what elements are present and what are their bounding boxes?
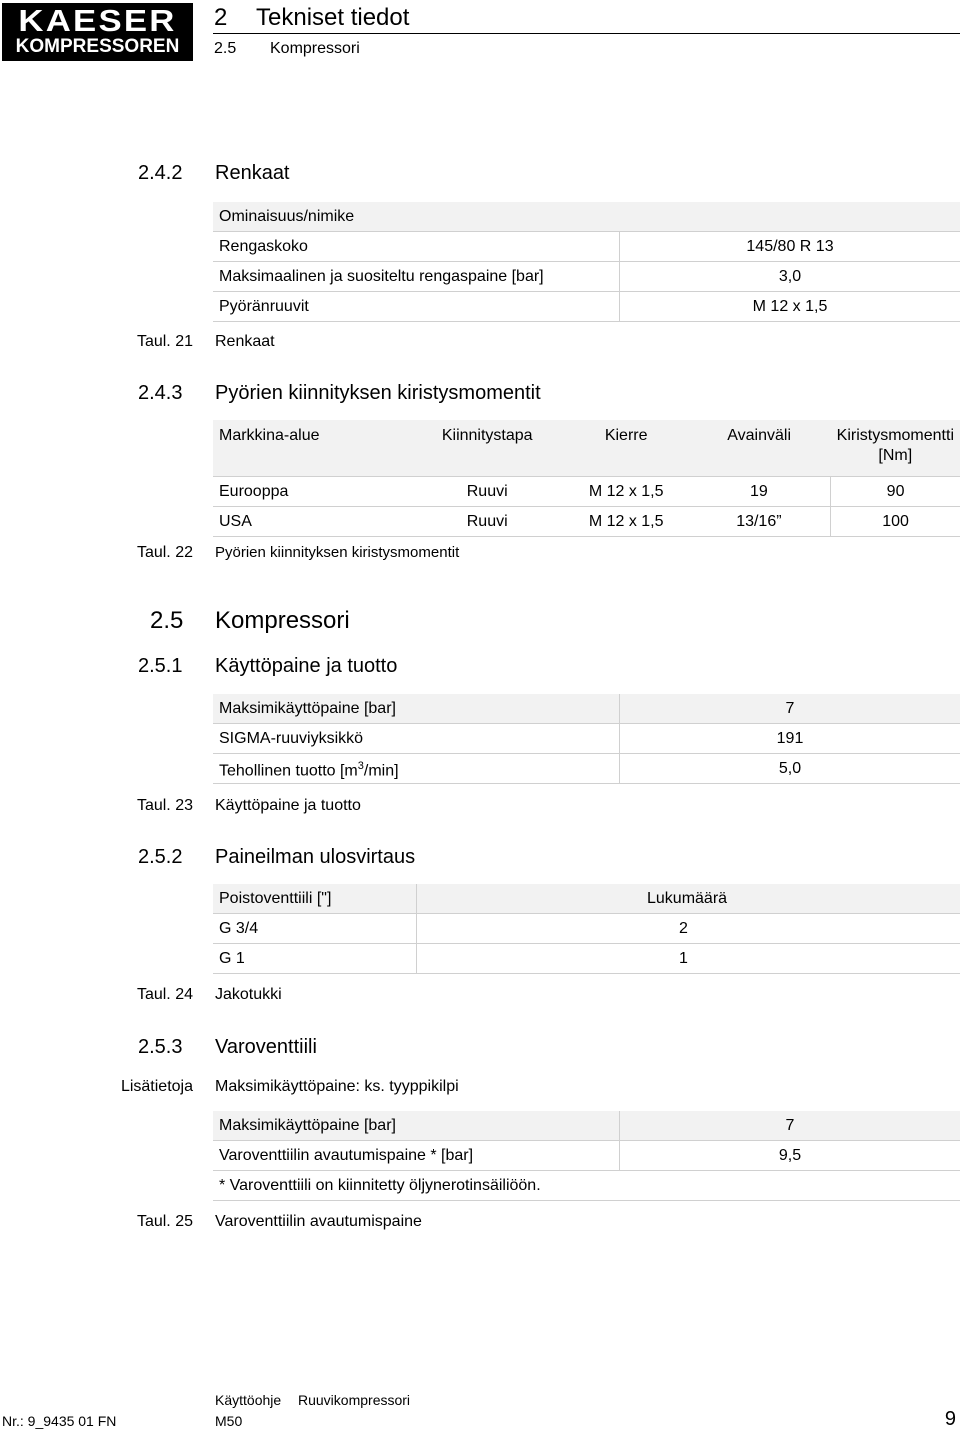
cell-wrench-size: 13/16” [688, 507, 831, 537]
header-outlet-valve: Poistoventtiili ["] [213, 884, 417, 914]
cell-fastening: Ruuvi [410, 477, 565, 507]
label-post: /min] [364, 762, 399, 779]
row-label: Maksimikäyttöpaine [bar] [213, 694, 620, 724]
table-caption-label: Taul. 22 [0, 543, 193, 563]
table-row [213, 944, 960, 974]
heading-2-4-3-title: Pyörien kiinnityksen kiristysmomentit [215, 381, 541, 405]
header-fastening: Kiinnitystapa [410, 420, 565, 477]
cell-fastening: Ruuvi [410, 507, 565, 537]
header-market: Markkina-alue [213, 420, 410, 477]
heading-2-5-3-title: Varoventtiili [215, 1035, 317, 1059]
label-sup: 3 [358, 760, 364, 772]
row-label: Maksimikäyttöpaine [bar] [213, 1111, 620, 1141]
table-row [213, 232, 960, 262]
table-row [213, 292, 960, 322]
heading-2-5-1-title: Käyttöpaine ja tuotto [215, 654, 397, 678]
table-header-row [213, 884, 960, 914]
heading-2-4-2-number: 2.4.2 [138, 161, 182, 185]
cell-quantity: 1 [417, 944, 960, 974]
header-quantity: Lukumäärä [417, 884, 960, 914]
label-pre: Tehollinen tuotto [m [219, 762, 358, 779]
table-caption-text: Pyörien kiinnityksen kiristysmomentit [215, 543, 459, 563]
section-number: 2.5 [214, 39, 236, 59]
header-wrench-size: Avainväli [688, 420, 831, 477]
row-value: 191 [620, 724, 960, 754]
table-caption-text: Varoventtiilin avautumispaine [215, 1212, 422, 1232]
heading-2-4-3-number: 2.4.3 [138, 381, 182, 405]
cell-outlet-valve: G 1 [213, 944, 417, 974]
info-label: Lisätietoja [0, 1077, 193, 1097]
heading-2-5-2-number: 2.5.2 [138, 845, 182, 869]
row-value: 7 [620, 694, 960, 724]
page-number: 9 [945, 1407, 956, 1431]
heading-2-4-2-title: Renkaat [215, 161, 290, 185]
table-row [213, 914, 960, 944]
table-row [213, 1171, 960, 1201]
table-caption-text: Käyttöpaine ja tuotto [215, 796, 361, 816]
header-thread: Kierre [565, 420, 688, 477]
cell-quantity: 2 [417, 914, 960, 944]
safety-valve-table [213, 1111, 960, 1201]
cell-outlet-valve: G 3/4 [213, 914, 417, 944]
cell-thread: M 12 x 1,5 [565, 477, 688, 507]
row-label: Pyöränruuvit [213, 292, 620, 322]
table-footnote: * Varoventtiili on kiinnitetty öljynerotinsäiliöön. [213, 1171, 960, 1201]
table-caption-text: Renkaat [215, 332, 275, 352]
air-outlet-table [213, 884, 960, 974]
table-caption-label: Taul. 24 [0, 985, 193, 1005]
table-header-row [213, 202, 960, 232]
tires-table [213, 202, 960, 322]
logo-line2: KOMPRESSOREN [2, 36, 193, 58]
kaeser-logo [2, 3, 193, 61]
row-label [213, 754, 620, 784]
header-torque: Kiristysmomentti [Nm] [831, 420, 960, 477]
table-row [213, 694, 960, 724]
table-caption-label: Taul. 25 [0, 1212, 193, 1232]
cell-torque: 100 [831, 507, 960, 537]
table-row [213, 262, 960, 292]
table-row [213, 724, 960, 754]
row-value: 7 [620, 1111, 960, 1141]
header-rule [213, 33, 960, 34]
chapter-number: 2 [214, 4, 227, 32]
table-row [213, 507, 960, 537]
row-value: 9,5 [620, 1141, 960, 1171]
table-row [213, 1141, 960, 1171]
heading-2-5-3-number: 2.5.3 [138, 1035, 182, 1059]
row-value: 5,0 [620, 754, 960, 784]
table-header-row [213, 420, 960, 477]
table-caption-label: Taul. 21 [0, 332, 193, 352]
footer-product: Ruuvikompressori [298, 1391, 410, 1409]
table-row [213, 1111, 960, 1141]
info-text: Maksimikäyttöpaine: ks. tyyppikilpi [215, 1077, 459, 1097]
row-label: SIGMA-ruuviyksikkö [213, 724, 620, 754]
table-row [213, 477, 960, 507]
section-title: Kompressori [270, 39, 360, 59]
row-label: Varoventtiilin avautumispaine * [bar] [213, 1141, 620, 1171]
table-header-cell: Ominaisuus/nimike [213, 202, 960, 232]
row-value: M 12 x 1,5 [620, 292, 960, 322]
wheel-torque-table [213, 420, 960, 537]
cell-thread: M 12 x 1,5 [565, 507, 688, 537]
heading-2-5-number: 2.5 [150, 607, 183, 635]
footer-doc-number: Nr.: 9_9435 01 FN [2, 1412, 116, 1430]
heading-2-5-2-title: Paineilman ulosvirtaus [215, 845, 415, 869]
cell-market: Eurooppa [213, 477, 410, 507]
footer-doc-type: Käyttöohje [215, 1391, 281, 1409]
table-caption-label: Taul. 23 [0, 796, 193, 816]
heading-2-5-1-number: 2.5.1 [138, 654, 182, 678]
cell-market: USA [213, 507, 410, 537]
row-value: 145/80 R 13 [620, 232, 960, 262]
heading-2-5-title: Kompressori [215, 607, 350, 635]
chapter-title: Tekniset tiedot [256, 4, 409, 32]
row-label: Maksimaalinen ja suositeltu rengaspaine [bar] [213, 262, 620, 292]
cell-wrench-size: 19 [688, 477, 831, 507]
table-row [213, 754, 960, 784]
table-caption-text: Jakotukki [215, 985, 282, 1005]
row-value: 3,0 [620, 262, 960, 292]
logo-line1: KAESER [0, 4, 204, 38]
row-label: Rengaskoko [213, 232, 620, 262]
footer-model: M50 [215, 1412, 242, 1430]
cell-torque: 90 [831, 477, 960, 507]
pressure-output-table [213, 694, 960, 784]
